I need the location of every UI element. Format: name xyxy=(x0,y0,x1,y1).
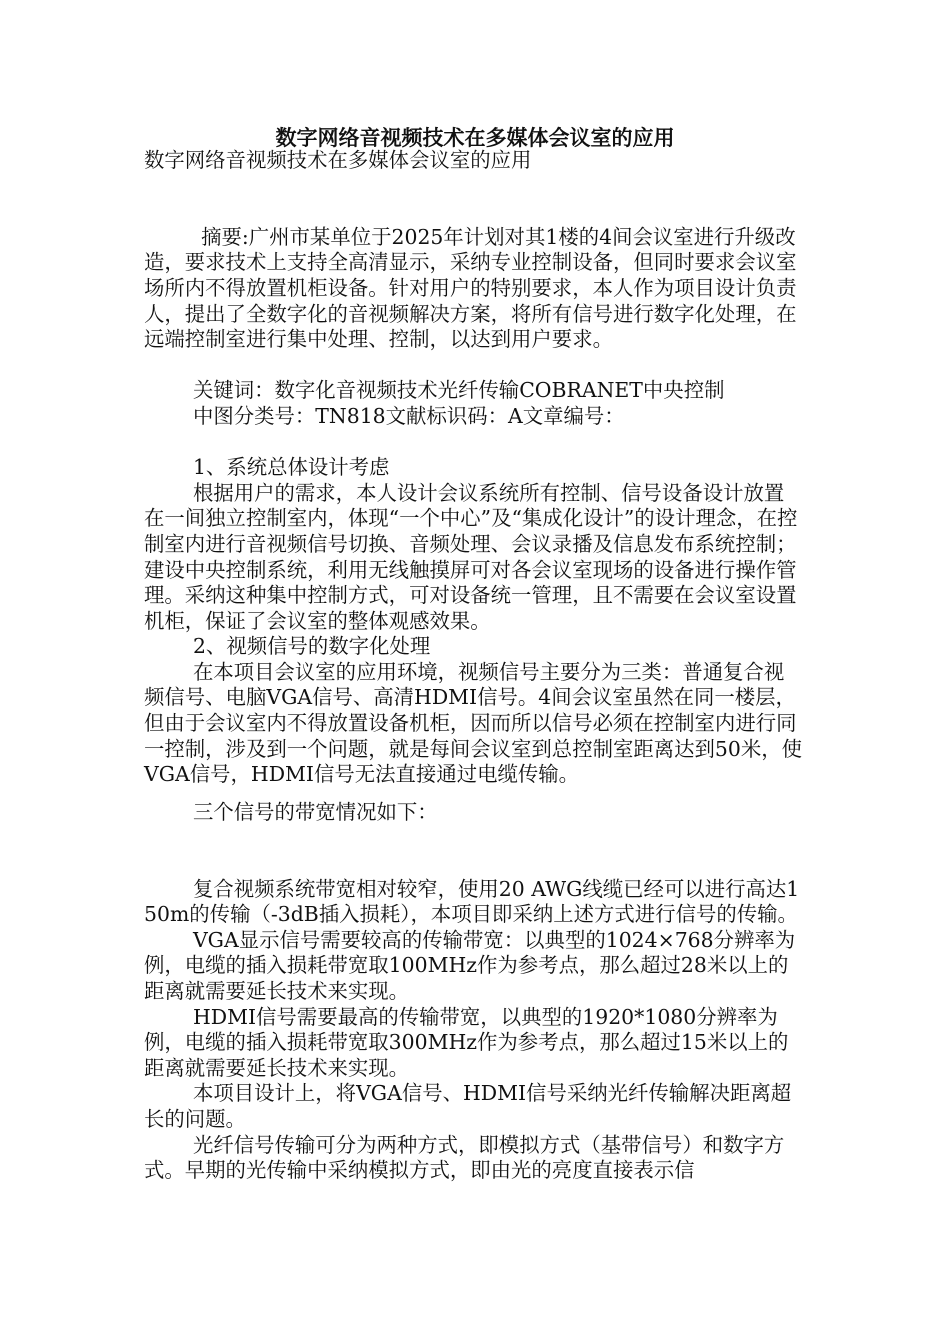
section-2-heading: 2、视频信号的数字化处理 xyxy=(192,634,431,659)
document-body xyxy=(144,148,804,1184)
classification-line: 中图分类号：TN818文献标识码：A文章编号： xyxy=(192,403,625,428)
fiber-solution-paragraph: 本项目设计上，将VGA信号、HDMI信号采纳光纤传输解决距离超长的问题。 xyxy=(144,1081,792,1131)
composite-video-paragraph: 复合视频系统带宽相对较窄，使用20 AWG线缆已经可以进行高达150m的传输（-3dB插入损耗），本项目即采纳上述方式进行信号的传输。 xyxy=(144,876,800,927)
document-title: 数字网络音视频技术在多媒体会议室的应用 xyxy=(275,125,675,150)
keywords-line: 关键词：数字化音视频技术光纤传输COBRANET中央控制 xyxy=(192,378,725,403)
document-subtitle: 数字网络音视频技术在多媒体会议室的应用 xyxy=(144,148,532,172)
hdmi-paragraph: HDMI信号需要最高的传输带宽，以典型的1920*1080分辨率为例，电缆的插入损耗带宽取300MHz作为参考点，那么超过15米以上的距离就需要延长技术来实现。 xyxy=(144,1004,789,1080)
bandwidth-intro: 三个信号的带宽情况如下： xyxy=(192,799,438,824)
section-1-heading: 1、系统总体设计考虑 xyxy=(192,455,390,480)
fiber-modes-paragraph: 光纤信号传输可分为两种方式，即模拟方式（基带信号）和数字方式。早期的光传输中采纳模拟方式，即由光的亮度直接表示信 xyxy=(144,1132,785,1183)
section-1-paragraph: 根据用户的需求，本人设计会议系统所有控制、信号设备设计放置在一间独立控制室内，体现“一个中心”及“集成化设计”的设计理念，在控制室内进行音视频信号切换、音频处理、会议录播及信息发布系统控制；建设中央控制系统，利用无线触摸屏可对各会议室现场的设备进行操作管理。采纳这种集中控制方式，可对设备统一管理，且不需要在会议室设置机柜，保证了会议室的整体观感效果。 xyxy=(144,480,798,633)
section-2-paragraph: 在本项目会议室的应用环境，视频信号主要分为三类：普通复合视频信号、电脑VGA信号、高清HDMI信号。4间会议室虽然在同一楼层，但由于会议室内不得放置设备机柜，因而所以信号必须在控制室内进行同一控制，涉及到一个问题，就是每间会议室到总控制室距离达到50米，使VGA信号，HDMI信号无法直接通过电缆传输。 xyxy=(144,659,803,787)
vga-paragraph: VGA显示信号需要较高的传输带宽：以典型的1024×768分辨率为例，电缆的插入损耗带宽取100MHz作为参考点，那么超过28米以上的距离就需要延长技术来实现。 xyxy=(144,927,796,1003)
abstract-paragraph: 摘要:广州市某单位于2025年计划对其1楼的4间会议室进行升级改造，要求技术上支持全高清显示，采纳专业控制设备，但同时要求会议室场所内不得放置机柜设备。针对用户的特别要求，本人作为项目设计负责人，提出了全数字化的音视频解决方案，将所有信号进行数字化处理，在远端控制室进行集中处理、控制，以达到用户要求。 xyxy=(144,224,797,352)
